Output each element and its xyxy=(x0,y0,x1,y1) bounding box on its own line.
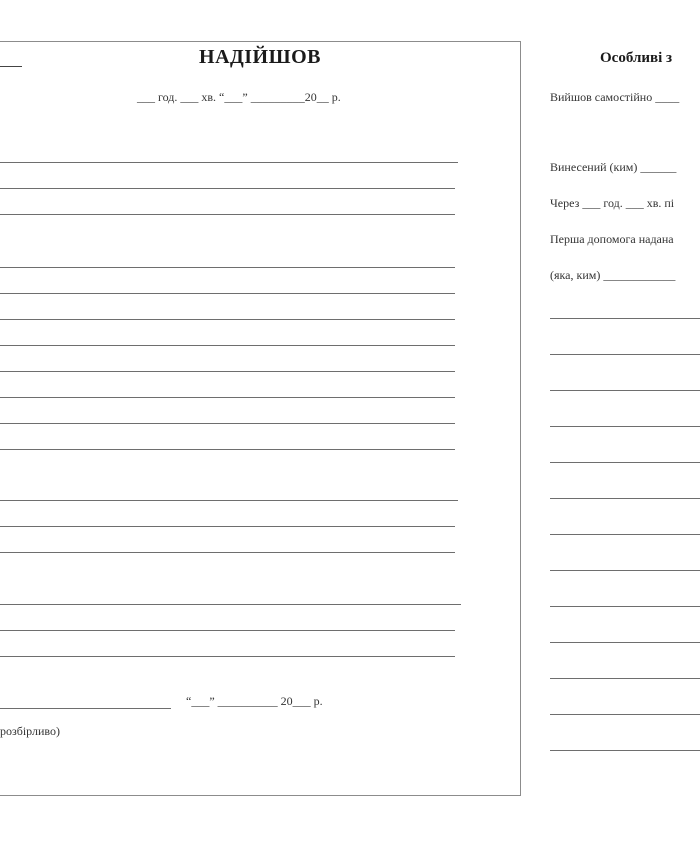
arrival-time-field: ___ год. ___ хв. “___” _________20__ р. xyxy=(137,90,341,104)
form-line xyxy=(0,397,455,398)
carried-by-field: Винесений (ким) ______ xyxy=(550,160,677,174)
right-form-line xyxy=(550,318,700,319)
form-line xyxy=(0,552,455,553)
right-form-line xyxy=(550,570,700,571)
form-line xyxy=(0,630,455,631)
right-form-line xyxy=(550,426,700,427)
right-form-line xyxy=(550,534,700,535)
right-form-line xyxy=(550,390,700,391)
form-line xyxy=(0,604,461,605)
form-line xyxy=(0,293,455,294)
form-line xyxy=(0,371,455,372)
form-line xyxy=(0,319,455,320)
form-line xyxy=(0,449,455,450)
form-line xyxy=(0,188,455,189)
form-title: НАДІЙШОВ xyxy=(199,46,321,68)
right-form-line xyxy=(550,642,700,643)
right-form-title: Особливі з xyxy=(600,50,673,66)
form-line xyxy=(0,267,455,268)
form-line xyxy=(0,656,455,657)
signature-date-field: “___” __________ 20___ р. xyxy=(186,694,323,708)
right-form-line xyxy=(550,354,700,355)
form-line xyxy=(0,526,455,527)
signature-caption: розбірливо) xyxy=(0,724,61,738)
right-form-line xyxy=(550,678,700,679)
form-frame xyxy=(0,41,521,796)
form-line xyxy=(0,162,458,163)
right-form-line xyxy=(550,750,700,751)
right-form-line xyxy=(550,714,700,715)
top-left-blank-line xyxy=(0,66,22,67)
after-time-field: Через ___ год. ___ хв. пі xyxy=(550,196,675,210)
form-line xyxy=(0,423,455,424)
signature-line xyxy=(0,708,171,709)
first-aid-detail-field: (яка, ким) ____________ xyxy=(550,268,676,282)
right-form-line xyxy=(550,498,700,499)
first-aid-field: Перша допомога надана xyxy=(550,232,674,246)
walked-in-field: Вийшов самостійно ____ xyxy=(550,90,680,104)
form-line xyxy=(0,345,455,346)
right-form-line xyxy=(550,606,700,607)
form-line xyxy=(0,214,455,215)
right-form-line xyxy=(550,462,700,463)
form-line xyxy=(0,500,458,501)
